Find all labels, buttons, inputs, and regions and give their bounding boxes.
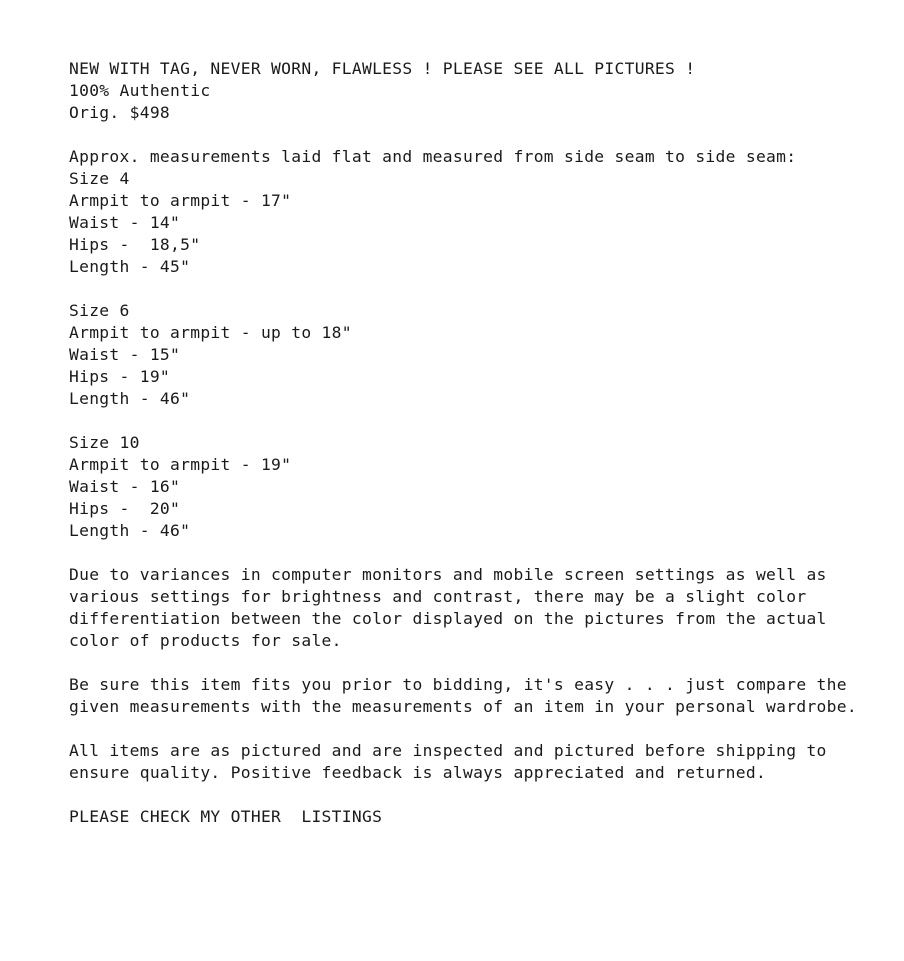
spacer — [69, 784, 889, 806]
waist-measurement: Waist - 14" — [69, 213, 181, 232]
spacer — [69, 124, 889, 146]
length-measurement: Length - 46" — [69, 389, 191, 408]
size-block-10 — [69, 432, 889, 542]
spacer — [69, 278, 889, 300]
hips-measurement: Hips - 19" — [69, 367, 171, 386]
waist-measurement: Waist - 15" — [69, 345, 181, 364]
size-title: Size 6 — [69, 301, 130, 320]
quality-note-line: All items are as pictured and are inspected and pictured before shipping to — [69, 741, 827, 760]
fit-note-line: Be sure this item fits you prior to bidding, it's easy . . . just compare the — [69, 675, 847, 694]
armpit-measurement: Armpit to armpit - up to 18" — [69, 323, 352, 342]
other-listings-note: PLEASE CHECK MY OTHER LISTINGS — [69, 807, 383, 826]
fit-note — [69, 674, 889, 718]
spacer — [69, 410, 889, 432]
fit-note-line: given measurements with the measurements of an item in your personal wardrobe. — [69, 697, 857, 716]
disclaimer-line: color of products for sale. — [69, 631, 342, 650]
original-price-line: Orig. $498 — [69, 103, 171, 122]
hips-measurement: Hips - 18,5" — [69, 235, 201, 254]
size-block-6 — [69, 300, 889, 410]
waist-measurement: Waist - 16" — [69, 477, 181, 496]
disclaimer-line: Due to variances in computer monitors and mobile screen settings as well as — [69, 565, 827, 584]
size-title: Size 10 — [69, 433, 140, 452]
armpit-measurement: Armpit to armpit - 19" — [69, 455, 292, 474]
color-disclaimer — [69, 564, 889, 652]
size-block-4 — [69, 168, 889, 278]
length-measurement: Length - 45" — [69, 257, 191, 276]
disclaimer-line: differentiation between the color displayed on the pictures from the actual — [69, 609, 827, 628]
disclaimer-line: various settings for brightness and contrast, there may be a slight color — [69, 587, 807, 606]
condition-headline: NEW WITH TAG, NEVER WORN, FLAWLESS ! PLEASE SEE ALL PICTURES ! — [69, 59, 696, 78]
quality-note — [69, 740, 889, 784]
spacer — [69, 718, 889, 740]
hips-measurement: Hips - 20" — [69, 499, 181, 518]
armpit-measurement: Armpit to armpit - 17" — [69, 191, 292, 210]
authenticity-line: 100% Authentic — [69, 81, 211, 100]
spacer — [69, 652, 889, 674]
length-measurement: Length - 46" — [69, 521, 191, 540]
spacer — [69, 542, 889, 564]
quality-note-line: ensure quality. Positive feedback is always appreciated and returned. — [69, 763, 767, 782]
size-title: Size 4 — [69, 169, 130, 188]
listing-description — [69, 58, 889, 828]
measurements-intro: Approx. measurements laid flat and measured from side seam to side seam: — [69, 147, 797, 166]
